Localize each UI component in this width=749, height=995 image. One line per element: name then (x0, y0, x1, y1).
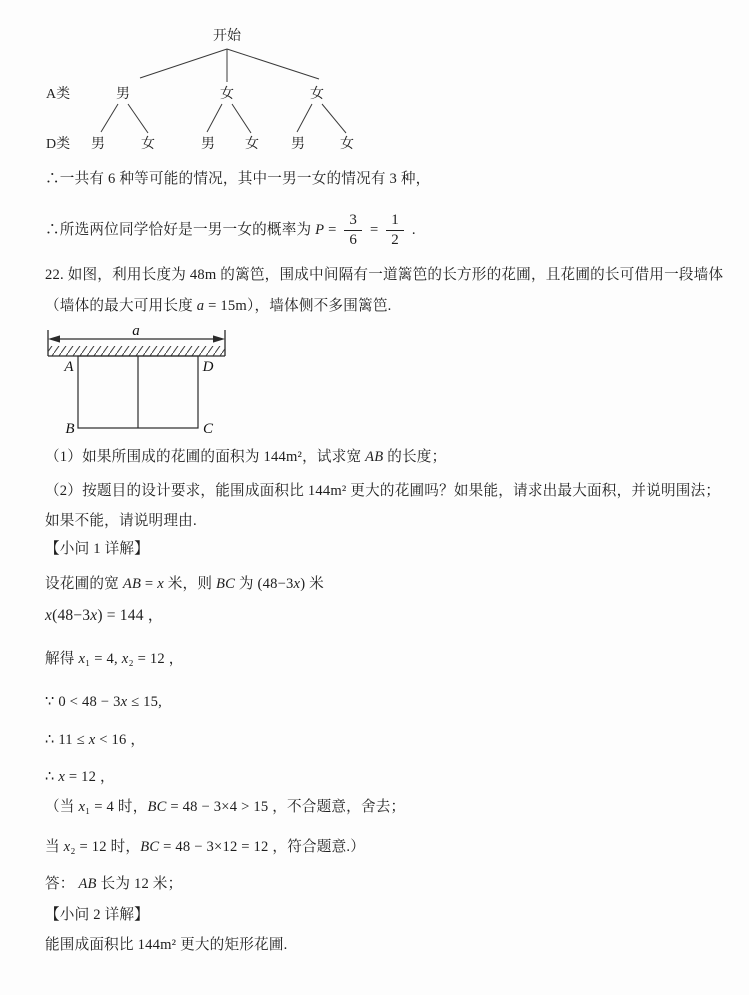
tree-node-l2-5: 男 (291, 137, 305, 152)
tree-node-l2-4: 女 (245, 137, 259, 152)
fraction-three-sixths (344, 212, 362, 250)
tree-row-label-d: D类 (46, 137, 71, 152)
arrowhead-left (48, 335, 60, 342)
solution1-setup: 设花圃的宽 AB = x 米，则 BC 为 (48−3x) 米 (45, 576, 324, 592)
question-1: （1）如果所围成的花圃的面积为 144m²，试求宽 AB 的长度； (45, 449, 447, 465)
fraction-denominator: 6 (349, 232, 358, 249)
tree-node-l1-2: 女 (220, 87, 234, 102)
solution1-check2: 当 x₂ = 12 时，BC = 48 − 3×12 = 12 ，符合题意.） (45, 839, 366, 855)
fraction-denominator: 2 (391, 232, 399, 249)
solution1-therefore1: ∴ 11 ≤ x < 16 ， (45, 732, 146, 748)
solution1-answer: 答： AB 长为 12 米； (45, 876, 183, 892)
garden-rectangle (78, 356, 198, 428)
wall-hatching (48, 346, 225, 356)
question-2-continued: 如果不能，请说明理由. (45, 513, 197, 529)
equals-sign: = (369, 222, 379, 239)
tree-row-label-a: A类 (46, 87, 71, 102)
corner-label-b: B (65, 421, 75, 437)
probability-result-prefix: ∴所选两位同学恰好是一男一女的概率为 P = (45, 222, 337, 239)
tree-diagram (30, 20, 390, 160)
wall-length-label: a (132, 323, 140, 339)
probability-result-line (45, 212, 721, 250)
tree-node-l2-6: 女 (340, 137, 354, 152)
corner-label-c: C (202, 421, 214, 437)
solution1-check1: （当 x₁ = 4 时，BC = 48 − 3×4 > 15 ，不合题意，舍去； (45, 799, 406, 815)
corner-label-d: D (202, 359, 214, 375)
fraction-one-half (386, 212, 404, 250)
fraction-numerator: 1 (386, 212, 404, 231)
problem22-statement-line1: 22. 如图，利用长度为 48m 的篱笆，围成中间隔有一道篱笆的长方形的花圃，且花圃的长可借用一段墙体 (45, 267, 724, 283)
tree-root-node: 开始 (213, 29, 241, 44)
solution2-line1: 能围成面积比 144m² 更大的矩形花圃. (45, 937, 288, 953)
probability-count-line: ∴一共有 6 种等可能的情况，其中一男一女的情况有 3 种， (45, 171, 431, 187)
solution2-header: 【小问 2 详解】 (45, 907, 149, 923)
question-2: （2）按题目的设计要求，能围成面积比 144m² 更大的花圃吗？如果能，请求出最大面积，并说明围法； (45, 483, 721, 499)
solution1-header: 【小问 1 详解】 (45, 541, 149, 557)
garden-figure (40, 323, 240, 441)
tree-node-l1-3: 女 (310, 87, 324, 102)
solution1-therefore2: ∴ x = 12 ， (45, 769, 115, 785)
solution1-roots: 解得 x₁ = 4, x₂ = 12 ， (45, 651, 184, 667)
fraction-numerator: 3 (344, 212, 362, 231)
tree-node-l2-2: 女 (141, 137, 155, 152)
tree-node-l2-1: 男 (91, 137, 105, 152)
solution1-because: ∵ 0 < 48 − 3x ≤ 15, (45, 694, 163, 710)
problem22-statement-line2: （墙体的最大可用长度 a = 15m），墙体侧不多围篱笆. (45, 298, 392, 314)
tree-node-l1-1: 男 (116, 87, 130, 102)
tree-node-l2-3: 男 (201, 137, 215, 152)
solution1-equation: x(48−3x) = 144 ， (45, 607, 164, 624)
period-mark: . (411, 222, 416, 239)
corner-label-a: A (64, 359, 74, 375)
arrowhead-right (213, 335, 225, 342)
